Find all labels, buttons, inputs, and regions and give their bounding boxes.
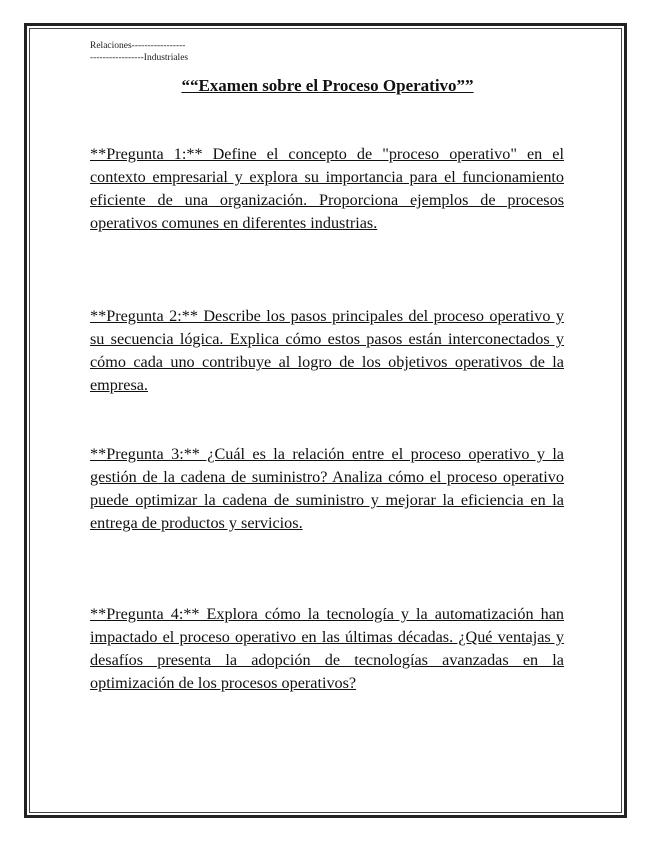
- document-header: [90, 40, 188, 64]
- question-3: **Pregunta 3:** ¿Cuál es la relación entre el proceso operativo y la gestión de la cadena de suministro? Analiza cómo el proceso operativo puede optimizar la cadena de suministro y mejorar la eficiencia en la entrega de productos y servicios.: [90, 445, 564, 532]
- header-line-1: Relaciones-----------------: [90, 41, 186, 51]
- header-line-2: -----------------Industriales: [90, 53, 189, 63]
- question-2: **Pregunta 2:** Describe los pasos principales del proceso operativo y su secuencia lógica. Explica cómo estos pasos están interconectados y cómo cada uno contribuye al logro de los objetivos operativos de la empresa.: [90, 307, 564, 394]
- question-1: **Pregunta 1:** Define el concepto de "proceso operativo" en el contexto empresarial y explora su importancia para el funcionamiento eficiente de una organización. Proporciona ejemplos de procesos operativos comunes en diferentes industrias.: [90, 145, 564, 232]
- question-4: **Pregunta 4:** Explora cómo la tecnología y la automatización han impactado el proceso operativo en las últimas décadas. ¿Qué ventajas y desafíos presenta la adopción de tecnologías avanzadas en la optimización de los procesos operativos?: [90, 605, 564, 692]
- document-title: ““Examen sobre el Proceso Operativo””: [181, 76, 474, 95]
